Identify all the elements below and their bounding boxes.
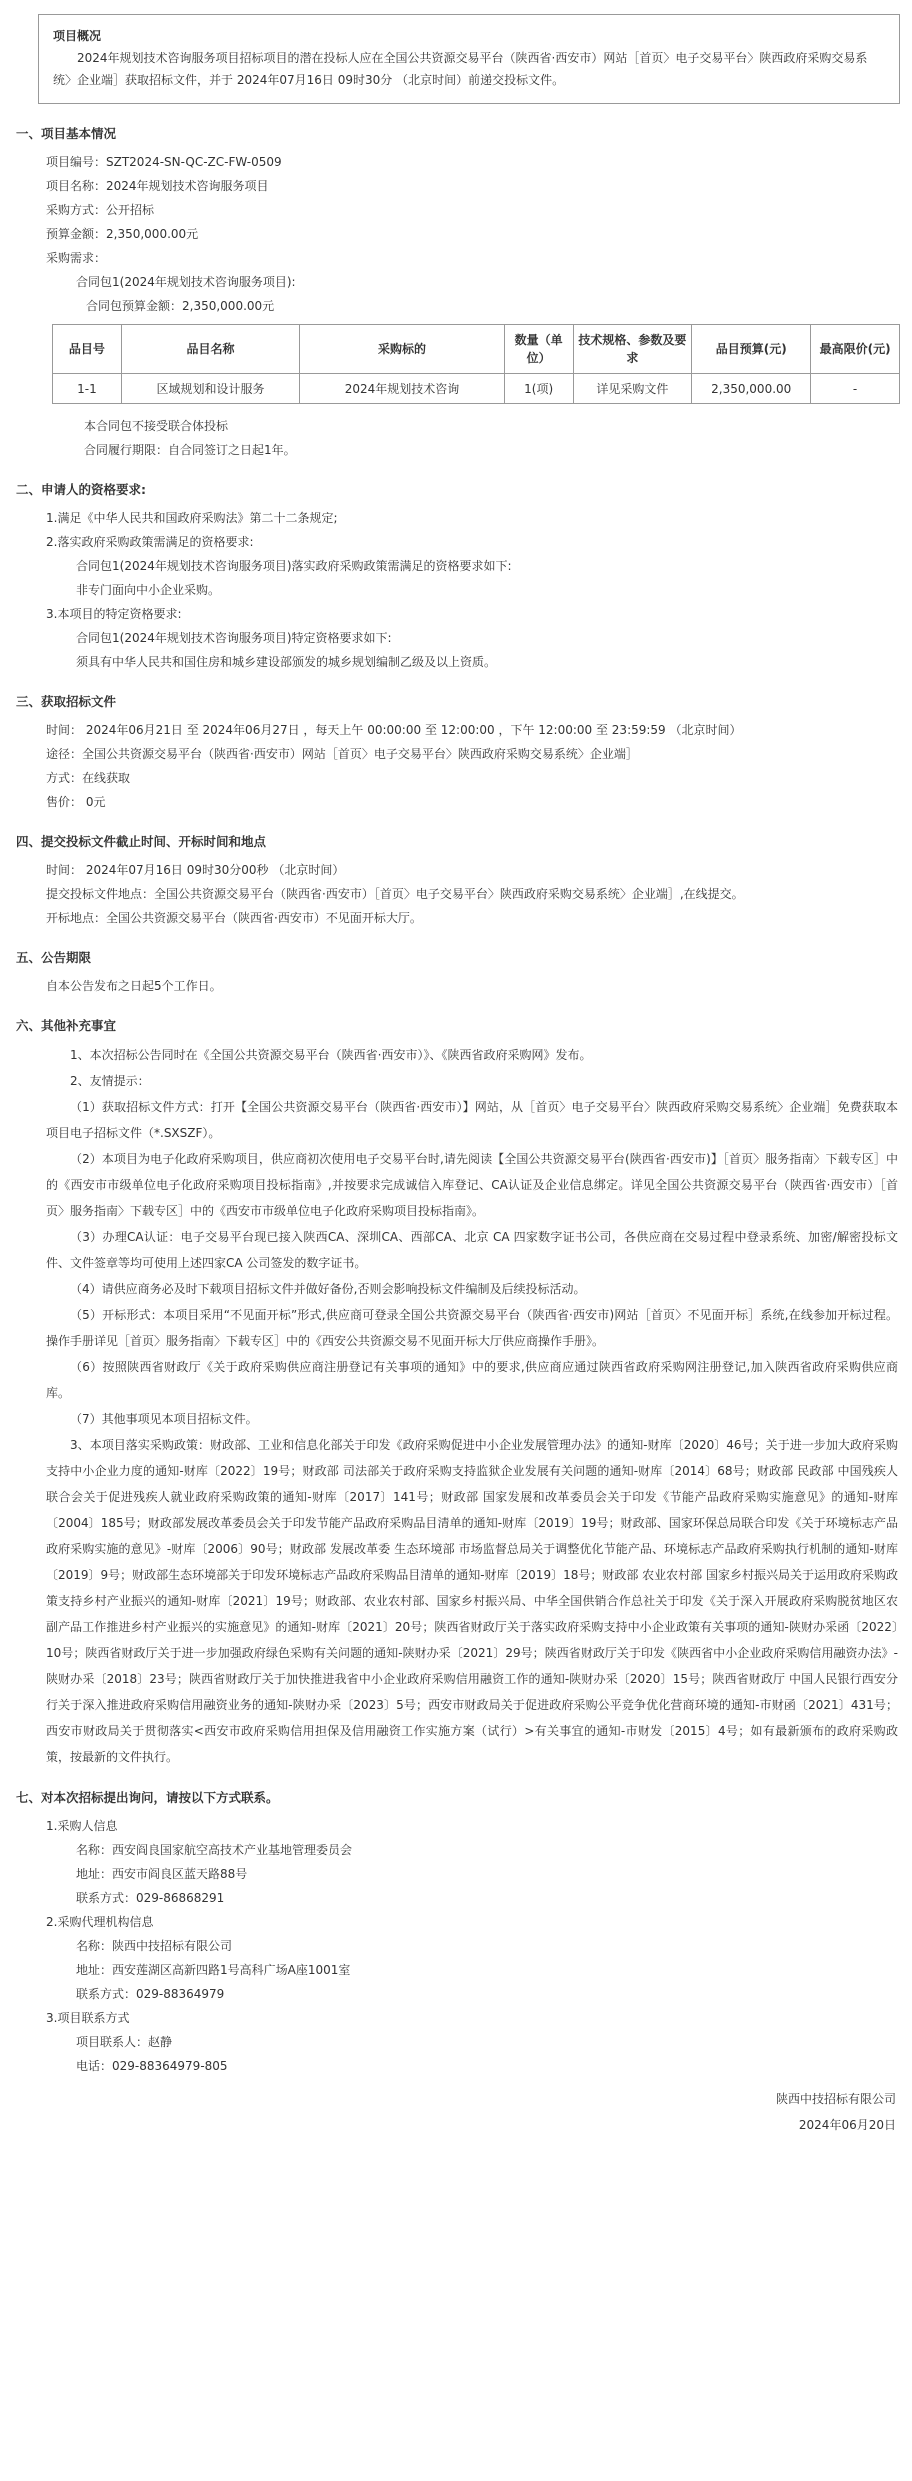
table-header: 技术规格、参数及要求 bbox=[573, 325, 692, 374]
qualification-line: 合同包1(2024年规划技术咨询服务项目)特定资格要求如下: bbox=[76, 631, 392, 645]
purchase-method: 采购方式：公开招标 bbox=[46, 203, 155, 217]
no-consortium: 本合同包不接受联合体投标 bbox=[84, 419, 229, 433]
agent-heading: 2.采购代理机构信息 bbox=[46, 1915, 154, 1929]
package-label: 合同包1(2024年规划技术咨询服务项目): bbox=[76, 275, 296, 289]
doc-price: 售价： 0元 bbox=[46, 795, 106, 809]
table-header: 数量（单位） bbox=[504, 325, 573, 374]
table-row bbox=[53, 374, 900, 404]
buyer-phone: 联系方式：029-86868291 bbox=[76, 1891, 225, 1905]
project-name: 项目名称：2024年规划技术咨询服务项目 bbox=[46, 179, 269, 193]
package-budget: 合同包预算金额：2,350,000.00元 bbox=[86, 299, 275, 313]
qualification-line: 合同包1(2024年规划技术咨询服务项目)落实政府采购政策需满足的资格要求如下: bbox=[76, 559, 512, 573]
supplement-paragraph: 2、友情提示： bbox=[70, 1074, 150, 1088]
contract-period: 合同履行期限：自合同签订之日起1年。 bbox=[84, 443, 296, 457]
obtain-mode: 方式：在线获取 bbox=[46, 771, 131, 785]
table-cell: 2,350,000.00 bbox=[692, 374, 811, 404]
table-header: 品目名称 bbox=[121, 325, 299, 374]
section-supplement bbox=[16, 1016, 906, 1770]
section-title: 一、项目基本情况 bbox=[16, 126, 117, 141]
section-title: 三、获取招标文件 bbox=[16, 694, 117, 709]
announcement-period: 自本公告发布之日起5个工作日。 bbox=[46, 979, 222, 993]
table-cell: 2024年规划技术咨询 bbox=[300, 374, 504, 404]
table-header: 品目号 bbox=[53, 325, 122, 374]
table-cell: - bbox=[811, 374, 900, 404]
obtain-way: 途径：全国公共资源交易平台（陕西省·西安市）网站［首页〉电子交易平台〉陕西政府采购交易系统〉企业端］ bbox=[46, 747, 638, 761]
project-contact-phone: 电话：029-88364979-805 bbox=[76, 2059, 228, 2073]
supplement-paragraph: 1、本次招标公告同时在《全国公共资源交易平台（陕西省·西安市）》、《陕西省政府采购网》发布。 bbox=[70, 1048, 592, 1062]
agent-name: 名称：陕西中技招标有限公司 bbox=[76, 1939, 233, 1953]
qualification-line: 须具有中华人民共和国住房和城乡建设部颁发的城乡规划编制乙级及以上资质。 bbox=[76, 655, 497, 669]
supplement-paragraph: （1）获取招标文件方式：打开【全国公共资源交易平台（陕西省·西安市）】网站，从［首页〉电子交易平台〉陕西政府采购交易系统〉企业端］免费获取本项目电子招标文件（*.SXSZF）。 bbox=[46, 1100, 898, 1140]
table-cell: 区域规划和设计服务 bbox=[121, 374, 299, 404]
supplement-paragraph: （6）按照陕西省财政厅《关于政府采购供应商注册登记有关事项的通知》中的要求,供应商应通过陕西省政府采购网注册登记,加入陕西省政府采购供应商库。 bbox=[46, 1360, 898, 1400]
items-table bbox=[52, 324, 900, 404]
section-period bbox=[16, 948, 906, 998]
section-qualification bbox=[16, 480, 906, 674]
section-title: 六、其他补充事宜 bbox=[16, 1018, 117, 1033]
qualification-line: 2.落实政府采购政策需满足的资格要求: bbox=[46, 535, 254, 549]
qualification-line: 非专门面向中小企业采购。 bbox=[76, 583, 221, 597]
table-header: 最高限价(元) bbox=[811, 325, 900, 374]
buyer-name: 名称：西安阎良国家航空高技术产业基地管理委员会 bbox=[76, 1843, 353, 1857]
section-title: 五、公告期限 bbox=[16, 950, 92, 965]
table-header-row bbox=[53, 325, 900, 374]
deadline-time: 时间： 2024年07月16日 09时30分00秒 （北京时间） bbox=[46, 863, 345, 877]
supplement-paragraph: （3）办理CA认证：电子交易平台现已接入陕西CA、深圳CA、西部CA、北京 CA 四家数字证书公司，各供应商在交易过程中登录系统、加密/解密投标文件、文件签章等均可使用上述四家CA 公司签发的数字证书。 bbox=[46, 1230, 898, 1270]
supplement-paragraph: （2）本项目为电子化政府采购项目，供应商初次使用电子交易平台时,请先阅读【全国公共资源交易平台(陕西省·西安市)】［首页〉服务指南〉下载专区］中的《西安市市级单位电子化政府采购项目投标指南》,并按要求完成诚信入库登记、CA认证及企业信息绑定。详见全国公共资源交易平台（陕西省·西安市）［首页〉服务指南〉下载专区］中的《西安市市级单位电子化政府采购项目投标指南》。 bbox=[46, 1152, 898, 1218]
section-basic-info bbox=[16, 124, 906, 462]
announcement-page bbox=[6, 0, 906, 2138]
budget: 预算金额：2,350,000.00元 bbox=[46, 227, 199, 241]
open-location: 开标地点：全国公共资源交易平台（陕西省·西安市）不见面开标大厅。 bbox=[46, 911, 422, 925]
supplement-paragraph: （4）请供应商务必及时下载项目招标文件并做好备份,否则会影响投标文件编制及后续投标活动。 bbox=[70, 1282, 586, 1296]
table-header: 采购标的 bbox=[300, 325, 504, 374]
submit-location: 提交投标文件地点：全国公共资源交易平台（陕西省·西安市）［首页〉电子交易平台〉陕西政府采购交易系统〉企业端］,在线提交。 bbox=[46, 887, 744, 901]
agent-address: 地址：西安莲湖区高新四路1号高科广场A座1001室 bbox=[76, 1963, 351, 1977]
project-no: 项目编号：SZT2024-SN-QC-ZC-FW-0509 bbox=[46, 155, 282, 169]
section-obtain-docs bbox=[16, 692, 906, 814]
table-header: 品目预算(元) bbox=[692, 325, 811, 374]
qualification-line: 1.满足《中华人民共和国政府采购法》第二十二条规定; bbox=[46, 511, 338, 525]
section-deadline bbox=[16, 832, 906, 930]
buyer-heading: 1.采购人信息 bbox=[46, 1819, 118, 1833]
overview-box bbox=[38, 14, 900, 104]
section-title: 七、对本次招标提出询问，请按以下方式联系。 bbox=[16, 1790, 279, 1805]
buyer-address: 地址：西安市阎良区蓝天路88号 bbox=[76, 1867, 248, 1881]
agent-phone: 联系方式：029-88364979 bbox=[76, 1987, 225, 2001]
demand-label: 采购需求： bbox=[46, 251, 107, 265]
supplement-paragraph: （5）开标形式：本项目采用“不见面开标”形式,供应商可登录全国公共资源交易平台（陕西省·西安市)网站［首页〉不见面开标］系统,在线参加开标过程。操作手册详见［首页〉服务指南〉下载专区］中的《西安公共资源交易不见面开标大厅供应商操作手册》。 bbox=[46, 1308, 898, 1348]
signature-date: 2024年06月20日 bbox=[798, 2118, 896, 2132]
supplement-paragraph: （7）其他事项见本项目招标文件。 bbox=[70, 1412, 258, 1426]
overview-title: 项目概况 bbox=[53, 29, 102, 43]
policy-paragraph: 3、本项目落实采购政策：财政部、工业和信息化部关于印发《政府采购促进中小企业发展管理办法》的通知-财库〔2020〕46号；关于进一步加大政府采购支持中小企业力度的通知-财库〔2022〕19号；财政部 司法部关于政府采购支持监狱企业发展有关问题的通知-财库〔2014〕68号；财政部 民政部 中国残疾人联合会关于促进残疾人就业政府采购政策的通知-财库〔2017〕141号；财政部 国家发展和改革委员会关于印发《节能产品政府采购实施意见》的通知-财库〔2004〕185号；财政部发展改革委员会关于印发节能产品政府采购品目清单的通知-财库〔2019〕19号；财政部、国家环保总局联合印发《关于环境标志产品政府采购实施的意见》-财库〔2006〕90号；财政部 发展改革委 生态环境部 市场监督总局关于调整优化节能产品、环境标志产品政府采购执行机制的通知-财库〔2019〕9号；财政部生态环境部关于印发环境标志产品政府采购品目清单的通知-财库〔2019〕18号；财政部 农业农村部 国家乡村振兴局关于运用政府采购政策支持乡村产业振兴的通知-财库〔2021〕19号；财政部、农业农村部、国家乡村振兴局、中华全国供销合作总社关于印发《关于深入开展政府采购脱贫地区农副产品工作推进乡村产业振兴的实施意见》的通知-财库〔2021〕20号；陕西省财政厅关于落实政府采购支持中小企业政策有关事项的通知-陕财办采函〔2022〕10号；陕西省财政厅关于进一步加强政府绿色采购有关问题的通知-陕财办采〔2021〕29号；陕西省财政厅关于印发《陕西省中小企业政府采购信用融资办法》-陕财办采〔2018〕23号；陕西省财政厅关于加快推进我省中小企业政府采购信用融资工作的通知-陕财办采〔2020〕15号；陕西省财政厅 中国人民银行西安分行关于深入推进政府采购信用融资业务的通知-陕财办采〔2023〕5号；西安市财政局关于促进政府采购公平竞争优化营商环境的通知-市财函〔2021〕431号；西安市财政局关于贯彻落实<西安市政府采购信用担保及信用融资工作实施方案（试行）>有关事宜的通知-市财发〔2015〕4号；如有最新颁布的政府采购政策，按最新的文件执行。 bbox=[46, 1438, 898, 1764]
table-cell: 详见采购文件 bbox=[573, 374, 692, 404]
project-contact-person: 项目联系人：赵静 bbox=[76, 2035, 173, 2049]
table-cell: 1(项) bbox=[504, 374, 573, 404]
overview-text: 2024年规划技术咨询服务项目招标项目的潜在投标人应在全国公共资源交易平台（陕西省·西安市）网站［首页〉电子交易平台〉陕西政府采购交易系统〉企业端］获取招标文件，并于 2024年07月16日 09时30分 （北京时间）前递交投标文件。 bbox=[53, 51, 868, 87]
section-title: 四、提交投标文件截止时间、开标时间和地点 bbox=[16, 834, 267, 849]
qualification-line: 3.本项目的特定资格要求: bbox=[46, 607, 182, 621]
section-contact bbox=[16, 1788, 906, 2078]
section-title: 二、申请人的资格要求: bbox=[16, 482, 146, 497]
signature-org: 陕西中技招标有限公司 bbox=[775, 2092, 896, 2106]
obtain-time: 时间： 2024年06月21日 至 2024年06月27日 ，每天上午 00:00:00 至 12:00:00 ，下午 12:00:00 至 23:59:59 （北京时间） bbox=[46, 723, 742, 737]
project-contact-heading: 3.项目联系方式 bbox=[46, 2011, 130, 2025]
table-cell: 1-1 bbox=[53, 374, 122, 404]
